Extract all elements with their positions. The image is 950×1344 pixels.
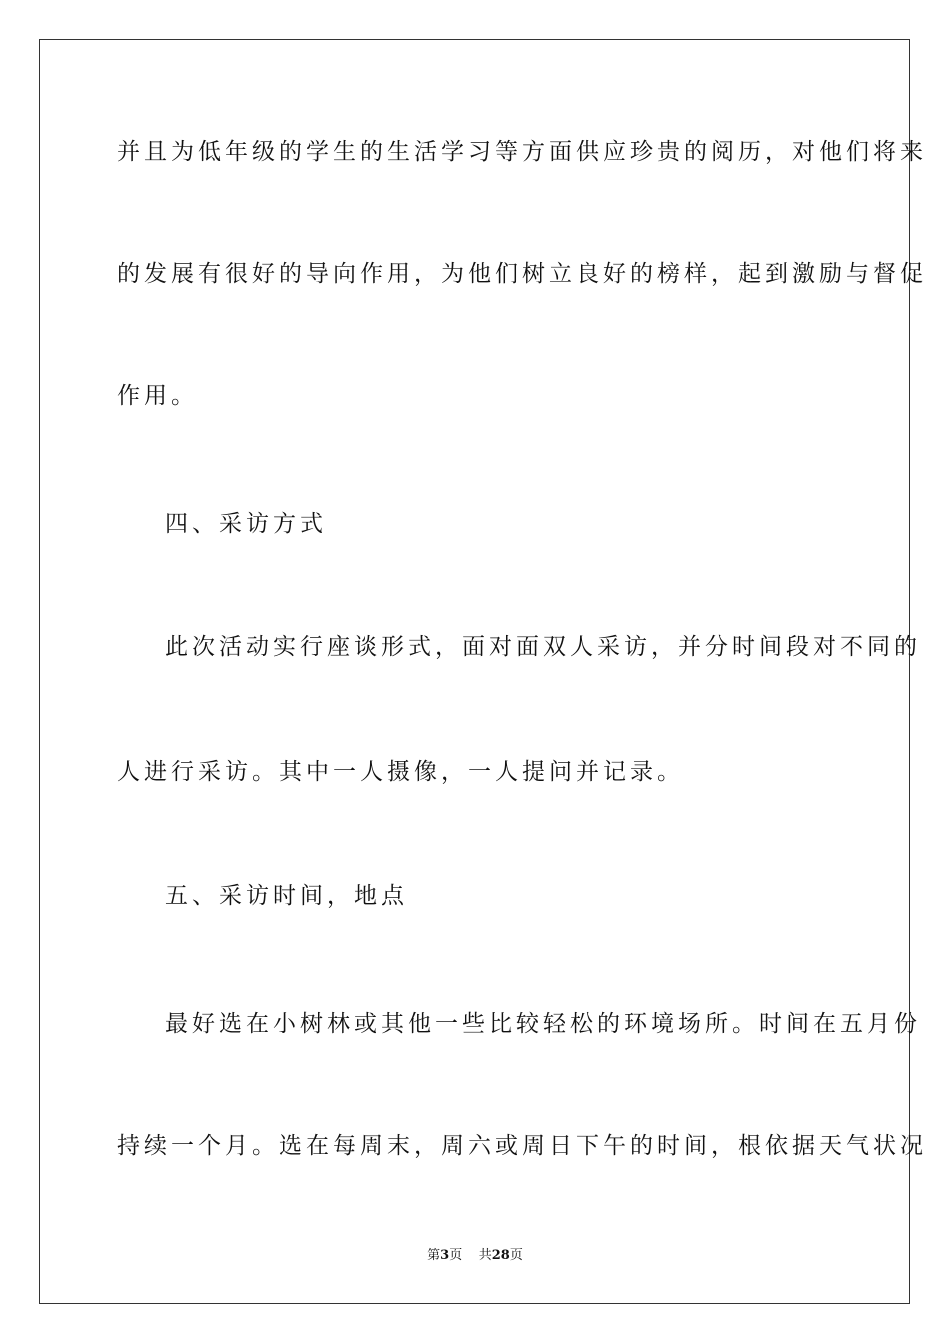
- paragraph-line: 作用。: [117, 383, 198, 409]
- paragraph-line: 持续一个月。选在每周末，周六或周日下午的时间，根依据天气状况: [117, 1133, 927, 1159]
- paragraph-line: 人进行采访。其中一人摄像，一人提问并记录。: [117, 759, 684, 785]
- section-heading: 四、采访方式: [165, 511, 327, 537]
- paragraph-line: 最好选在小树林或其他一些比较轻松的环境场所。时间在五月份: [165, 1011, 921, 1037]
- page-prefix: 第: [427, 1248, 441, 1263]
- paragraph-line: 的发展有很好的导向作用，为他们树立良好的榜样，起到激励与督促: [117, 261, 927, 287]
- page-number: 3: [440, 1248, 450, 1263]
- total-pages: 28: [491, 1248, 510, 1263]
- paragraph-line: 此次活动实行座谈形式，面对面双人采访，并分时间段对不同的: [165, 634, 921, 660]
- paragraph-line: 并且为低年级的学生的生活学习等方面供应珍贵的阅历，对他们将来: [117, 139, 927, 165]
- section-heading: 五、采访时间，地点: [165, 883, 408, 909]
- page-footer: [0, 1246, 950, 1266]
- page-suffix: 页: [449, 1248, 463, 1263]
- total-suffix: 页: [509, 1248, 523, 1263]
- total-prefix: 共: [478, 1248, 492, 1263]
- page-border: [39, 39, 927, 1304]
